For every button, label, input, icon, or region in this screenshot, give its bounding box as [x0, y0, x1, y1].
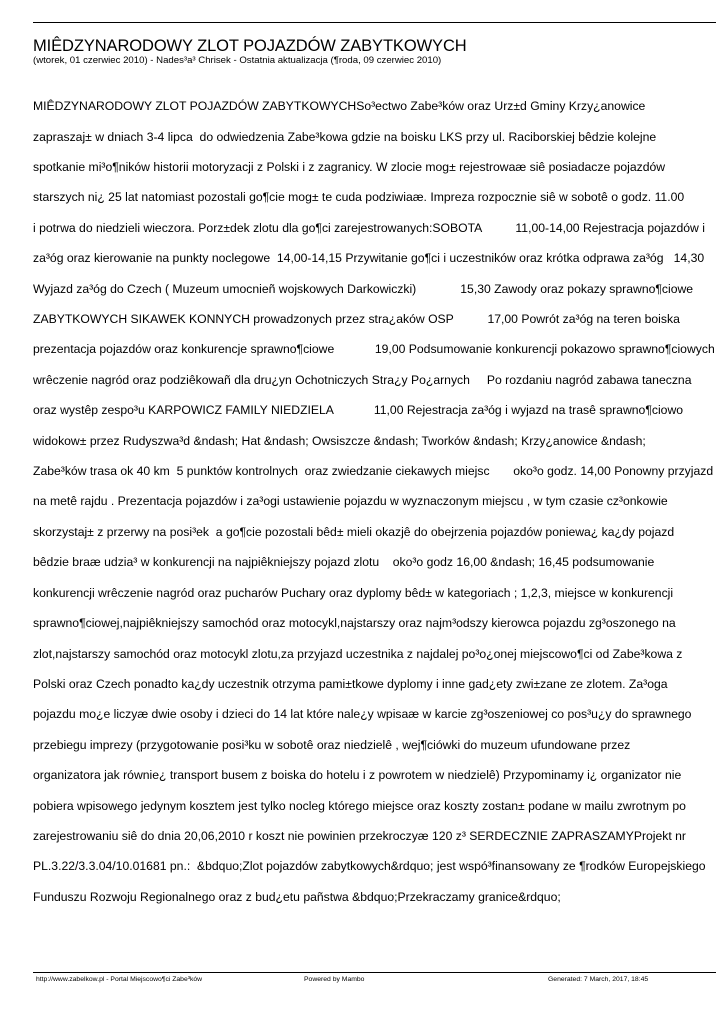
body-line: pobiera wpisowego jedynym kosztem jest tylko nocleg którego miejsce oraz koszty zostan± podane w mailu zwrotnym po: [33, 798, 686, 813]
body-line: i potrwa do niedzieli wieczora. Porz±dek zlotu dla go¶ci zarejestrowanych:SOBOTA 11,00-14,00 Rejestracja pojazdów i: [33, 220, 705, 235]
body-line: skorzystaj± z przerwy na posi³ek a go¶cie pozostali bêd± mieli okazjê do obejrzenia pojazdów poniewa¿ ka¿dy pojazd: [33, 524, 675, 539]
body-line: bêdzie braæ udzia³ w konkurencji na najpiêkniejszy pojazd zlotu oko³o godz 16,00 &ndash; 16,45 podsumowanie: [33, 555, 655, 570]
body-line: organizatora jak równie¿ transport busem z boiska do hotelu i z powrotem w niedzielê) Przypominamy i¿ organizator nie: [33, 768, 682, 783]
body-line: ZABYTKOWYCH SIKAWEK KONNYCH prowadzonych przez stra¿aków OSP 17,00 Powrót za³óg na teren boiska: [33, 312, 680, 327]
body-line: oraz wystêp zespo³u KARPOWICZ FAMILY NIEDZIELA 11,00 Rejestracja za³óg i wyjazd na trasê sprawno¶ciowo: [33, 403, 684, 418]
body-line: widokow± przez Rudyszwa³d &ndash; Hat &ndash; Owsiszcze &ndash; Tworków &ndash; Krzy¿anowice &ndash;: [33, 433, 646, 448]
body-line: MIÊDZYNARODOWY ZLOT POJAZDÓW ZABYTKOWYCHSo³ectwo Zabe³ków oraz Urz±d Gminy Krzy¿anowice: [33, 99, 646, 114]
body-line: przebiegu imprezy (przygotowanie posi³ku w sobotê oraz niedzielê , wej¶ciówki do muzeum ufundowane przez: [33, 737, 631, 752]
bottom-rule: [33, 972, 716, 973]
body-line: wrêczenie nagród oraz podziêkowañ dla dru¿yn Ochotniczych Stra¿y Po¿arnych Po rozdaniu nagród zabawa taneczna: [33, 372, 692, 387]
article-meta: (wtorek, 01 czerwiec 2010) - Nades³a³ Chrisek - Ostatnia aktualizacja (¶roda, 09 czerwiec 2010): [33, 55, 442, 66]
body-line: Zabe³ków trasa ok 40 km 5 punktów kontrolnych oraz zwiedzanie ciekawych miejsc oko³o godz. 14,00 Ponowny przyjazd: [33, 464, 714, 479]
body-line: sprawno¶ciowej,najpiêkniejszy samochód oraz motocykl,najstarszy oraz najm³odszy kierowca pojazdu zg³oszonego na: [33, 616, 676, 631]
body-line: za³óg oraz kierowanie na punkty noclegowe 14,00-14,15 Przywitanie go¶ci i uczestników oraz krótka odprawa za³óg 14,30: [33, 251, 705, 266]
body-line: prezentacja pojazdów oraz konkurencje sprawno¶ciowe 19,00 Podsumowanie konkurencji pokazowo sprawno¶ciowych: [33, 342, 715, 357]
top-rule: [33, 22, 716, 23]
article-title: MIÊDZYNARODOWY ZLOT POJAZDÓW ZABYTKOWYCH: [33, 37, 467, 55]
article-body: [33, 84, 723, 920]
footer-powered-by: Powered by Mambo: [304, 976, 365, 983]
footer-site-url[interactable]: http://www.zabelkow.pl - Portal Miejscowo¶ci Zabe³ków: [36, 976, 203, 983]
body-line: PL.3.22/3.3.04/10.01681 pn.: &bdquo;Zlot pojazdów zabytkowych&rdquo; jest wspó³finansowany ze ¶rodków Europejskiego: [33, 859, 706, 874]
body-line: zarejestrowaniu siê do dnia 20,06,2010 r koszt nie powinien przekroczyæ 120 z³ SERDECZNIE ZAPRASZAMYProjekt nr: [33, 828, 686, 843]
body-line: konkurencji wrêczenie nagród oraz pucharów Puchary oraz dyplomy bêd± w kategoriach ; 1,2,3, miejsce w konkurencji: [33, 585, 674, 600]
body-line: spotkanie mi³o¶ników historii motoryzacji z Polski i z zagranicy. W zlocie mog± rejestrowaæ siê posiadacze pojazdów: [33, 160, 666, 175]
body-line: zlot,najstarszy samochód oraz motocykl zlotu,za przyjazd uczestnika z najdalej po³o¿onej miejscowo¶ci od Zabe³kowa z: [33, 646, 683, 661]
body-line: starszych ni¿ 25 lat natomiast pozostali go¶cie mog± te cuda podziwiaæ. Impreza rozpocznie siê w sobotê o godz. 11.00: [33, 190, 685, 205]
footer-generated-date: Generated: 7 March, 2017, 18:45: [548, 976, 649, 983]
body-line: pojazdu mo¿e liczyæ dwie osoby i dzieci do 14 lat które nale¿y wpisaæ w karcie zg³oszeniowej co pos³u¿y do sprawnego: [33, 707, 692, 722]
body-line: Polski oraz Czech ponadto ka¿dy uczestnik otrzyma pami±tkowe dyplomy i inne gad¿ety zwi±zane ze zlotem. Za³oga: [33, 676, 668, 691]
body-line: na metê rajdu . Prezentacja pojazdów i za³ogi ustawienie pojazdu w wyznaczonym miejscu , w tym czasie cz³onkowie: [33, 494, 668, 509]
body-line: Wyjazd za³óg do Czech ( Muzeum umocnieñ wojskowych Darkowiczki) 15,30 Zawody oraz pokazy sprawno¶ciowe: [33, 281, 694, 296]
body-line: Funduszu Rozwoju Regionalnego oraz z bud¿etu pañstwa &bdquo;Przekraczamy granice&rdquo;: [33, 889, 561, 904]
body-line: zapraszaj± w dniach 3-4 lipca do odwiedzenia Zabe³kowa gdzie na boisku LKS przy ul. Raciborskiej bêdzie kolejne: [33, 129, 657, 144]
